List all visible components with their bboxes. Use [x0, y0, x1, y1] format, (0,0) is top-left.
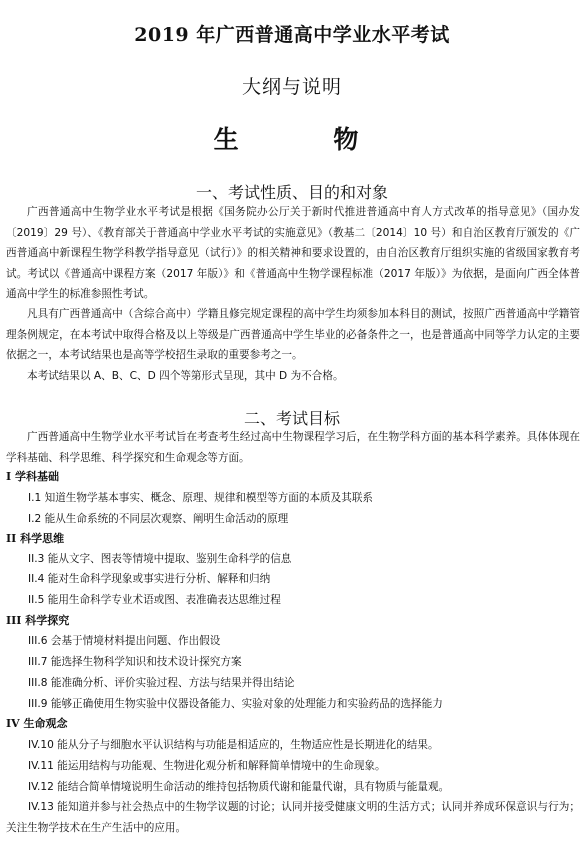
group-title: II 科学思维: [6, 532, 65, 545]
objective-item: I.2 能从生命系统的不同层次观察、阐明生命活动的原理: [28, 513, 289, 525]
objective-item: IV.10 能从分子与细胞水平认识结构与功能是相适应的，生物适应性是长期进化的结果。: [28, 739, 439, 751]
subject-title: 生 物: [213, 125, 371, 154]
group-title: III 科学探究: [6, 614, 70, 627]
objective-item: II.5 能用生命科学专业术语或图、表准确表达思维过程: [28, 594, 281, 606]
objective-item: III.7 能选择生物科学知识和技术设计探究方案: [28, 656, 242, 668]
section2-heading: 二、考试目标: [243, 409, 340, 428]
objective-item: IV.12 能结合简单情境说明生命活动的维持包括物质代谢和能量代谢，具有物质与能量观。: [28, 781, 450, 793]
group-title: IV 生命观念: [6, 717, 68, 730]
section1-paragraph: 本考试结果以 A、B、C、D 四个等第形式呈现，其中 D 为不合格。: [27, 370, 344, 382]
objective-item: III.6 会基于情境材料提出问题、作出假设: [28, 635, 221, 647]
objective-item: III.8 能准确分析、评价实验过程、方法与结果并得出结论: [28, 677, 295, 689]
objective-item: IV.11 能运用结构与功能观、生物进化观分析和解释简单情境中的生命现象。: [28, 760, 386, 772]
section1-paragraph: 广西普通高中生物学业水平考试是根据《国务院办公厅关于新时代推进普通高中育人方式改革的指导意见》（国办发〔2019〕29 号）、《教育部关于普通高中学业水平考试的实施意见》（教基二〔2014〕10 号）和自治区教育厅颁发的《广西普通高中新课程生物学科教学指导意见（试行）》的相关精神和要求设置的，由自治区教育厅组织实施的省级国家教育考试。考试以《普通高中课程方案（2017 年版）》和《普通高中生物学课程标准（2017 年版）》为依据，是面向广西全体普通高中学生的标准参照性考试。: [6, 206, 580, 300]
group-title: I 学科基础: [6, 470, 59, 483]
objective-item: IV.13 能知道并参与社会热点中的生物学议题的讨论；认同并接受健康文明的生活方式；认同并养成环保意识与行为；关注生物学技术在生产生活中的应用。: [6, 801, 580, 834]
section1-paragraph: 凡具有广西普通高中（含综合高中）学籍且修完规定课程的高中学生均须参加本科目的测试，按照广西普通高中学籍管理条例规定，在本考试中取得合格及以上等级是广西普通高中学生毕业的必备条件之一，也是普通高中同等学力认定的主要依据之一，本考试结果也是高等学校招生录取的重要参考之一。: [6, 308, 580, 361]
section1-heading: 一、考试性质、目的和对象: [195, 183, 388, 202]
document-title: 2019 年广西普通高中学业水平考试: [134, 24, 450, 46]
objective-item: II.4 能对生命科学现象或事实进行分析、解释和归纳: [28, 573, 271, 585]
objective-item: II.3 能从文字、图表等情境中提取、鉴别生命科学的信息: [28, 553, 292, 565]
objective-item: I.1 知道生物学基本事实、概念、原理、规律和模型等方面的本质及其联系: [28, 492, 374, 504]
objective-item: III.9 能够正确使用生物实验中仪器设备能力、实验对象的处理能力和实验药品的选择能力: [28, 698, 443, 710]
document-subtitle: 大纲与说明: [241, 76, 342, 98]
section2-intro: 广西普通高中生物学业水平考试旨在考查考生经过高中生物课程学习后，在生物学科方面的基本科学素养。具体体现在学科基础、科学思维、科学探究和生命观念等方面。: [6, 431, 580, 464]
